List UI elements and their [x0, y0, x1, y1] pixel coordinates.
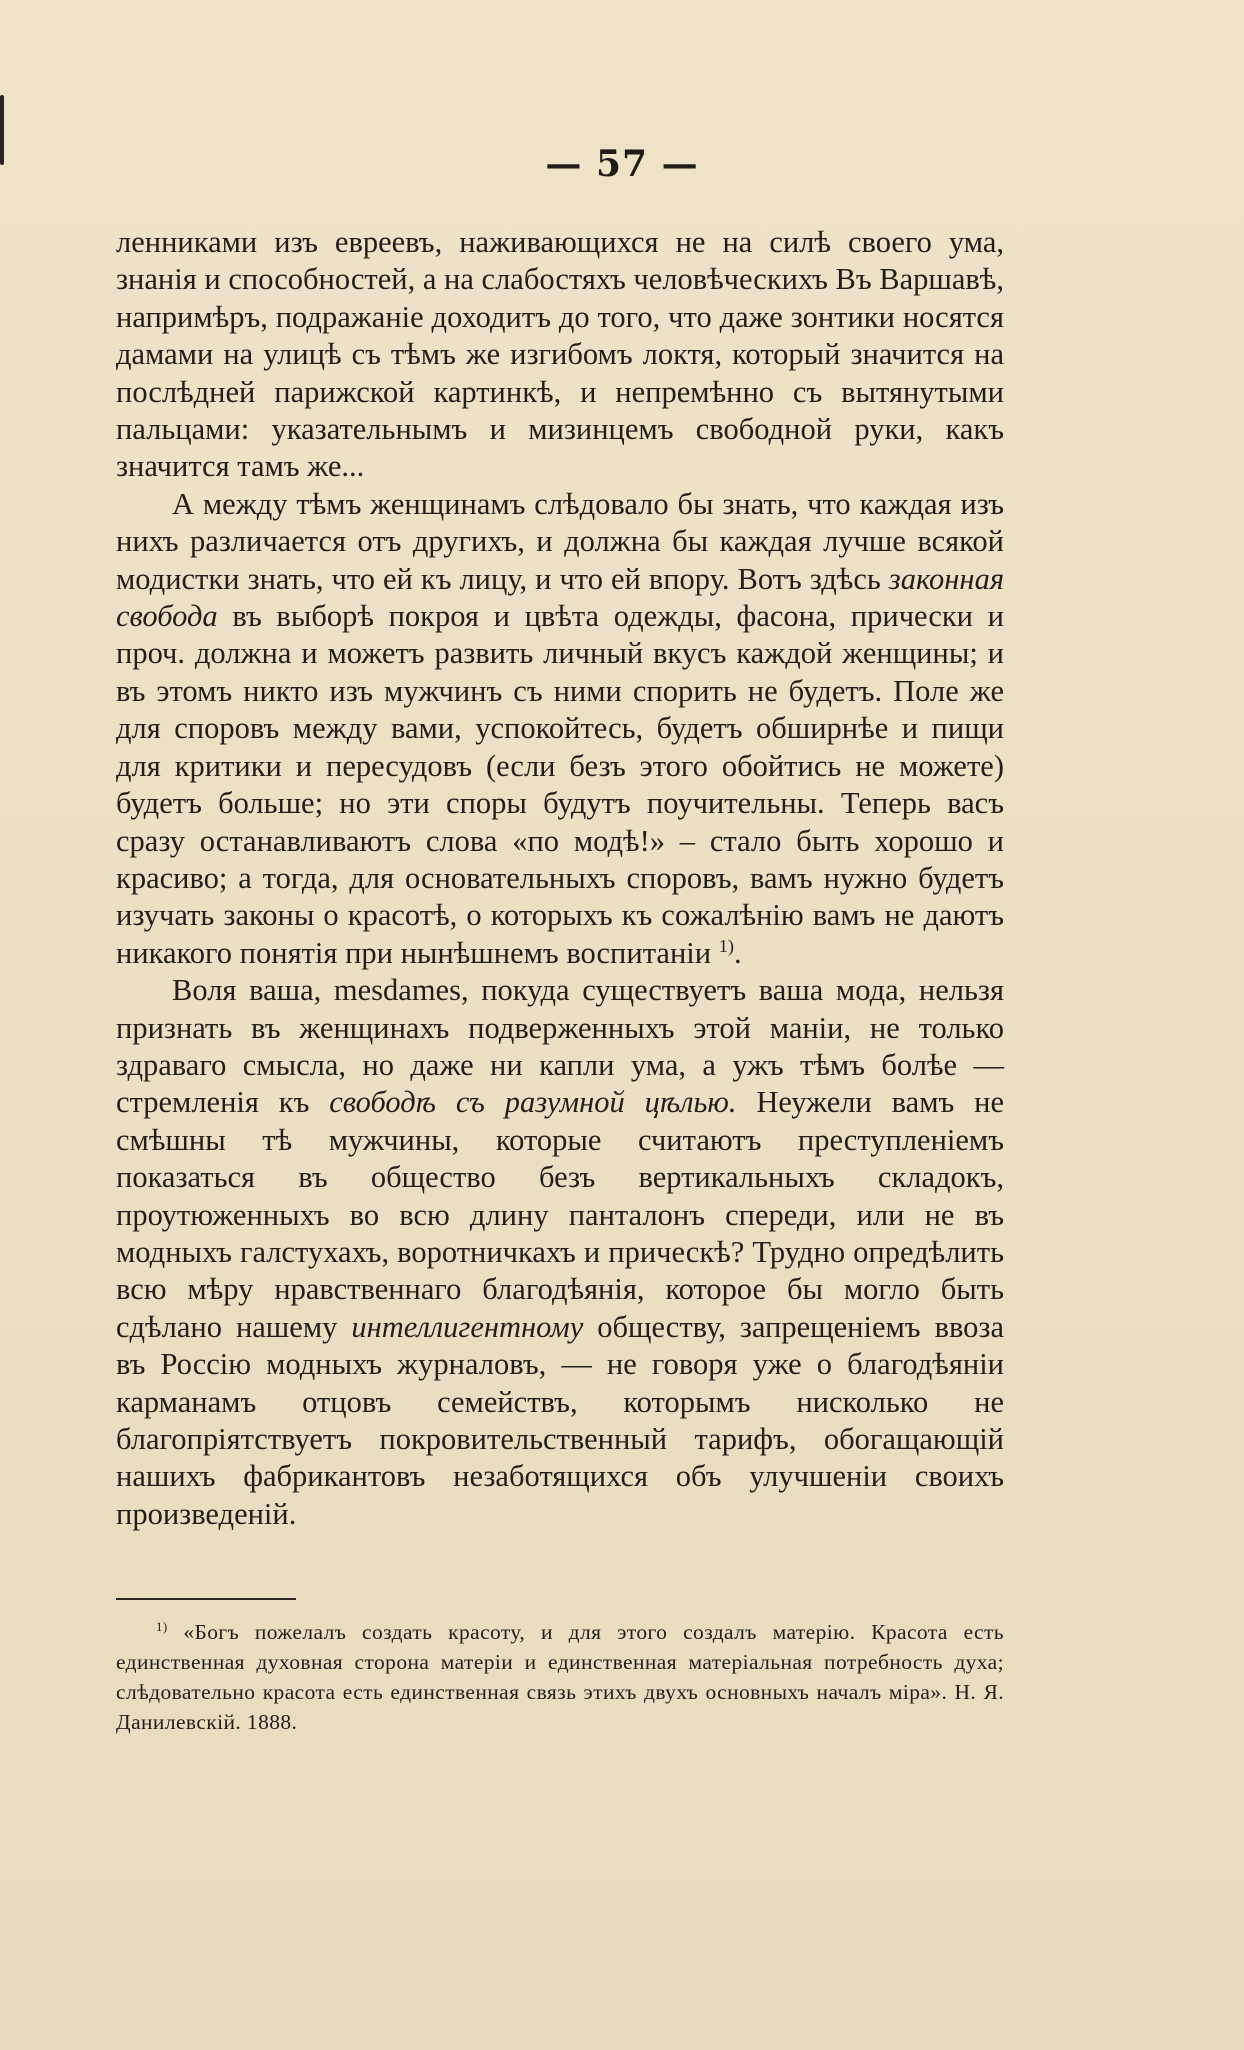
italic-phrase: свободѣ съ разумной цѣлью.	[329, 1085, 737, 1120]
footnote-separator	[116, 1598, 296, 1600]
italic-phrase: законная свобода	[116, 561, 1004, 634]
footnote-marker[interactable]: 1)	[718, 935, 734, 956]
paragraph	[116, 486, 1004, 972]
text-run: Воля ваша, mesdames, покуда существуетъ ваша мода, нельзя признать въ женщинахъ подверженныхъ этой маніи, не только здраваго смысла, но даже ни капли ума, а ужъ тѣмъ болѣе — стремленія къ	[116, 973, 1004, 1120]
text-run: Неужели вамъ не смѣшны тѣ мужчины, которые считаютъ преступленіемъ показаться въ общество безъ вертикальныхъ складокъ, проутюженныхъ во всю длину панталонъ спереди, или не въ модныхъ галстухахъ, воротничкахъ и прическѣ? Трудно опредѣлить всю мѣру нравственнаго благодѣянія, которое бы могло быть сдѣлано нашему	[116, 1085, 1005, 1344]
text-run: А между тѣмъ женщинамъ слѣдовало бы знать, что каждая изъ нихъ различается отъ другихъ, и должна бы каждая лучше всякой модистки знать, что ей къ лицу, и что ей впору. Вотъ здѣсь	[116, 486, 1004, 596]
footnote	[116, 1617, 1004, 1737]
text-run: обществу, запрещеніемъ ввоза въ Россію модныхъ журналовъ, — не говоря уже о благодѣяніи карманамъ отцовъ семействъ, которымъ нисколько не благопріятствуетъ покровительственный тарифъ, обогащающій нашихъ фабрикантовъ незаботящихся объ улучшеніи своихъ произведеній.	[116, 1309, 1004, 1531]
footnote-number: 1)	[156, 1619, 168, 1634]
page-number: — 57 —	[545, 143, 699, 185]
footnote-text: «Богъ пожелалъ создать красоту, и для этого создалъ матерію. Красота есть единственная духовная сторона матеріи и единственная матеріальная потребность духа; слѣдовательно красота есть единственная связь этихъ двухъ основныхъ началъ міра». Н. Я. Данилевскій. 1888.	[116, 1620, 1004, 1734]
text-run: .	[733, 935, 742, 970]
body-text	[116, 224, 1004, 1533]
text-run: въ выборѣ покроя и цвѣта одежды, фасона, прически и проч. должна и можетъ развить личный вкусъ каждой женщины; и въ этомъ никто изъ мужчинъ съ ними спорить не будетъ. Поле же для споровъ между вами, успокойтесь, будетъ обширнѣе и пищи для критики и пересудовъ (если безъ этого обойтись не можете) будетъ больше; но эти споры будутъ поучительны. Теперь васъ сразу останавливаютъ слова «по модѣ!» – стало быть хорошо и красиво; а тогда, для основательныхъ споровъ, вамъ нужно будетъ изучать законы о красотѣ, о которыхъ къ сожалѣнію вамъ не даютъ никакого понятія при нынѣшнемъ воспитаніи	[116, 599, 1004, 970]
text-run: ленниками изъ евреевъ, наживающихся не на силѣ своего ума, знанія и способностей, а на слабостяхъ человѣческихъ Въ Варшавѣ, напримѣръ, подражаніе доходитъ до того, что даже зонтики носятся дамами на улицѣ съ тѣмъ же изгибомъ локтя, который значится на послѣдней парижской картинкѣ, и непремѣнно съ вытянутыми пальцами: указательнымъ и мизинцемъ свободной руки, какъ значится тамъ же...	[116, 225, 1004, 484]
paragraph	[116, 972, 1004, 1533]
paragraph	[116, 224, 1004, 486]
italic-phrase: интеллигентному	[351, 1309, 584, 1344]
